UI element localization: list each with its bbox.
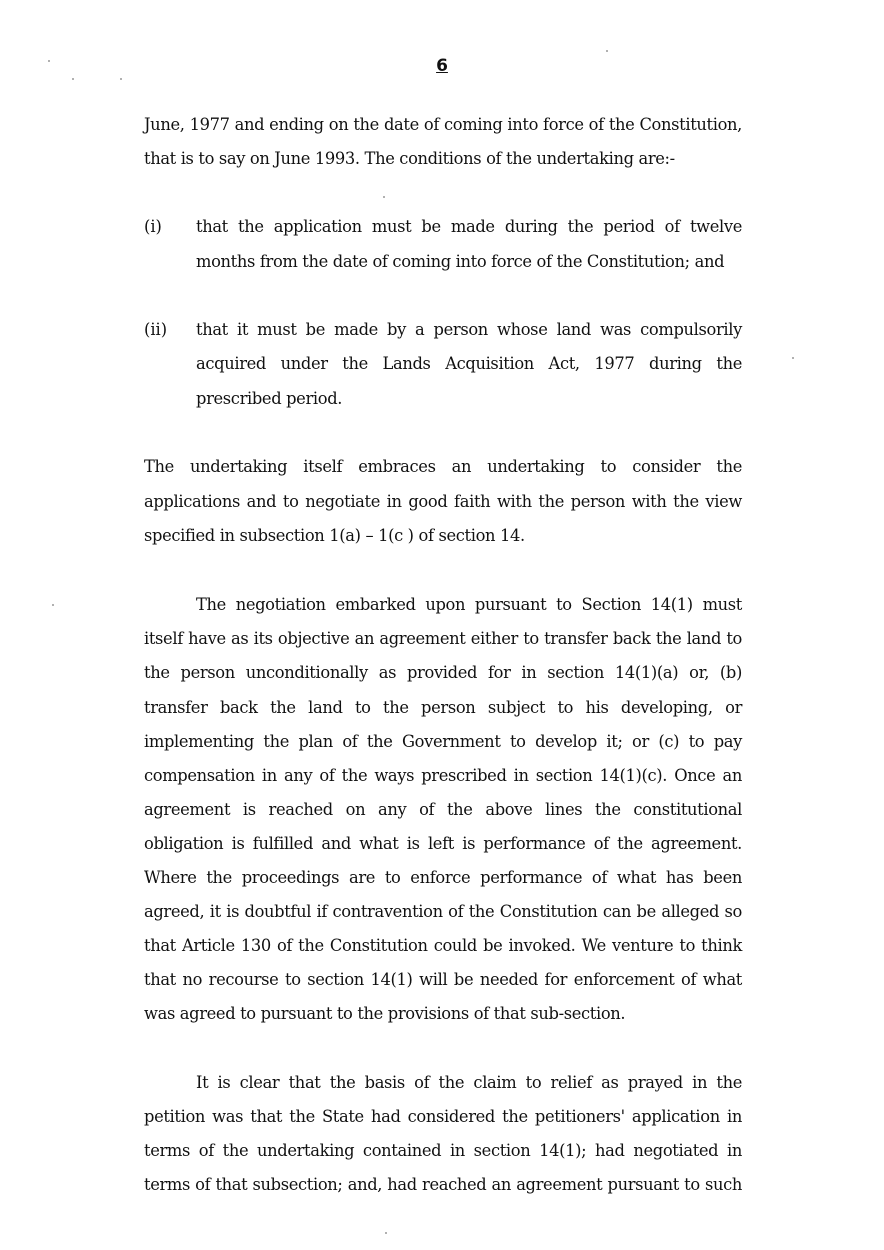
scan-speck xyxy=(52,604,54,606)
paragraph-line: implementing the plan of the Government to develop it; or (c) to pay xyxy=(144,732,742,751)
scan-speck xyxy=(48,60,50,62)
scan-speck xyxy=(72,78,74,80)
paragraph-line: the person unconditionally as provided for in section 14(1)(a) or, (b) xyxy=(144,663,742,682)
paragraph-line: agreed, it is doubtful if contravention of the Constitution can be alleged so xyxy=(144,902,742,921)
condition-marker: (ii) xyxy=(144,320,168,339)
scan-speck xyxy=(120,78,122,80)
paragraph-line: agreement is reached on any of the above lines the constitutional xyxy=(144,800,742,819)
paragraph-line: transfer back the land to the person subject to his developing, or xyxy=(144,698,742,717)
paragraph-line: specified in subsection 1(a) – 1(c ) of section 14. xyxy=(144,526,525,545)
scan-speck xyxy=(606,50,608,52)
intro-line: that is to say on June 1993. The conditions of the undertaking are:- xyxy=(144,149,675,168)
scan-speck xyxy=(385,1232,387,1234)
paragraph-line: Where the proceedings are to enforce performance of what has been xyxy=(144,868,742,887)
scan-speck xyxy=(383,196,385,198)
paragraph-line: petition was that the State had considered the petitioners' application in xyxy=(144,1107,742,1126)
paragraph-line: was agreed to pursuant to the provisions of that sub-section. xyxy=(144,1004,626,1023)
paragraph-line: terms of that subsection; and, had reached an agreement pursuant to such xyxy=(144,1175,742,1194)
paragraph-line: obligation is fulfilled and what is left is performance of the agreement. xyxy=(144,834,742,853)
paragraph-line: applications and to negotiate in good faith with the person with the view xyxy=(144,492,742,511)
paragraph-line: It is clear that the basis of the claim to relief as prayed in the xyxy=(196,1073,742,1092)
paragraph-line: compensation in any of the ways prescribed in section 14(1)(c). Once an xyxy=(144,766,742,785)
paragraph-line: that no recourse to section 14(1) will be needed for enforcement of what xyxy=(144,970,742,989)
paragraph-line: The negotiation embarked upon pursuant to Section 14(1) must xyxy=(196,595,742,614)
page-number: 6 xyxy=(436,56,448,76)
condition-line: that the application must be made during the period of twelve xyxy=(196,217,742,236)
scan-speck xyxy=(792,357,794,359)
paragraph-line: that Article 130 of the Constitution could be invoked. We venture to think xyxy=(144,936,742,955)
condition-line: prescribed period. xyxy=(196,389,343,408)
intro-line: June, 1977 and ending on the date of coming into force of the Constitution, xyxy=(144,115,742,134)
condition-line: months from the date of coming into force of the Constitution; and xyxy=(196,252,725,271)
condition-line: acquired under the Lands Acquisition Act, 1977 during the xyxy=(196,354,742,373)
paragraph-line: The undertaking itself embraces an undertaking to consider the xyxy=(144,457,742,476)
paragraph-line: itself have as its objective an agreement either to transfer back the land to xyxy=(144,629,742,648)
condition-line: that it must be made by a person whose land was compulsorily xyxy=(196,320,742,339)
condition-marker: (i) xyxy=(144,217,162,236)
paragraph-line: terms of the undertaking contained in section 14(1); had negotiated in xyxy=(144,1141,742,1160)
